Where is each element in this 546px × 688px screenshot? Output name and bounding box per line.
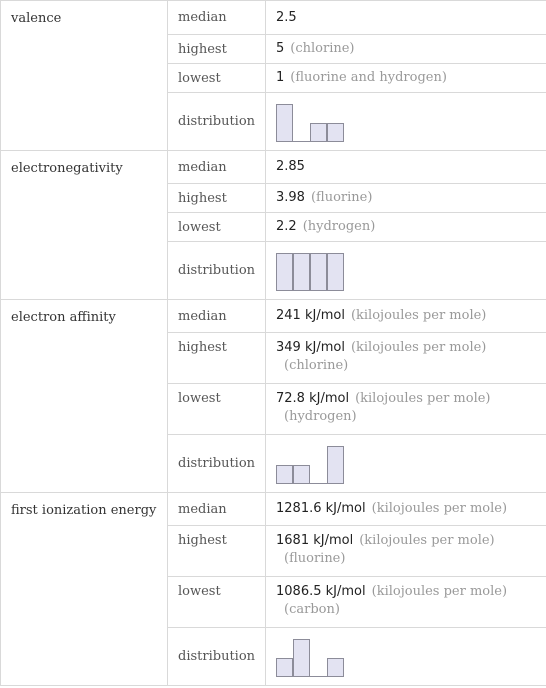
distribution-histogram	[276, 444, 346, 484]
value-unit: kJ/mol	[304, 308, 345, 323]
table-row	[1, 300, 546, 333]
value-unit: kJ/mol	[304, 340, 345, 355]
group-label-valence: valence	[1, 1, 168, 151]
value: 2.5	[276, 9, 297, 25]
value-unit: kJ/mol	[313, 533, 354, 548]
histogram-bar	[310, 253, 327, 291]
value-cell	[266, 1, 546, 35]
table-row	[1, 493, 546, 526]
value-note: (fluorine)	[310, 190, 373, 205]
value-note: (kilojoules per mole)	[350, 308, 487, 323]
value-unit: kJ/mol	[309, 391, 350, 406]
histogram-bar	[276, 104, 293, 142]
value-cell	[266, 300, 546, 333]
histogram-bar	[327, 253, 344, 291]
value-note: (kilojoules per mole)	[359, 533, 495, 548]
row-label-median: median	[168, 300, 266, 333]
value-note: (kilojoules per mole)	[350, 340, 487, 355]
value-note-element: (carbon)	[284, 602, 340, 617]
row-label-lowest: lowest	[168, 64, 266, 93]
histogram-bar	[310, 123, 327, 142]
row-label-distribution: distribution	[168, 628, 266, 686]
histogram-bar	[276, 253, 293, 291]
value: 241	[276, 308, 301, 323]
distribution-cell	[266, 628, 546, 686]
group-label-electron-affinity: electron affinity	[1, 300, 168, 493]
value: 1	[276, 70, 285, 85]
histogram-bar	[276, 658, 293, 677]
value: 72.8	[276, 391, 305, 406]
value-cell	[266, 333, 546, 384]
row-label-distribution: distribution	[168, 242, 266, 300]
value-unit: kJ/mol	[325, 584, 366, 599]
value-cell	[266, 64, 546, 93]
value: 3.98	[276, 190, 305, 205]
row-label-lowest: lowest	[168, 577, 266, 628]
table-row	[1, 151, 546, 184]
row-label-distribution: distribution	[168, 93, 266, 151]
value-note: (hydrogen)	[302, 219, 376, 234]
row-label-median: median	[168, 151, 266, 184]
value-unit: kJ/mol	[325, 501, 366, 516]
row-label-highest: highest	[168, 184, 266, 213]
distribution-cell	[266, 93, 546, 151]
distribution-cell	[266, 242, 546, 300]
value-note: (chlorine)	[290, 41, 355, 56]
value: 1281.6	[276, 501, 322, 516]
histogram-bar	[327, 658, 344, 677]
group-label-electronegativity: electronegativity	[1, 151, 168, 300]
row-label-distribution: distribution	[168, 435, 266, 493]
row-label-highest: highest	[168, 526, 266, 577]
row-label-lowest: lowest	[168, 384, 266, 435]
value-note: (kilojoules per mole)	[371, 501, 508, 516]
row-label-highest: highest	[168, 35, 266, 64]
distribution-histogram	[276, 251, 346, 291]
value-cell	[266, 526, 546, 577]
value-cell	[266, 384, 546, 435]
row-label-median: median	[168, 1, 266, 35]
value-note-element: (fluorine)	[284, 551, 346, 566]
value-note: (kilojoules per mole)	[371, 584, 508, 599]
value-cell	[266, 151, 546, 184]
value: 2.2	[276, 219, 297, 234]
histogram-bar	[327, 446, 344, 484]
histogram-bar	[276, 465, 293, 484]
row-label-lowest: lowest	[168, 213, 266, 242]
histogram-bar	[293, 639, 310, 677]
value-note-element: (hydrogen)	[284, 409, 357, 424]
value-note: (fluorine and hydrogen)	[290, 70, 447, 85]
value: 1086.5	[276, 584, 322, 599]
value-cell	[266, 213, 546, 242]
value: 2.85	[276, 159, 305, 174]
histogram-bar	[293, 253, 310, 291]
distribution-cell	[266, 435, 546, 493]
table-row	[1, 1, 546, 35]
value: 1681	[276, 533, 310, 548]
histogram-bar	[293, 465, 310, 484]
row-label-median: median	[168, 493, 266, 526]
histogram-bar	[327, 123, 344, 142]
value-cell	[266, 35, 546, 64]
value-cell	[266, 184, 546, 213]
group-label-first-ionization-energy: first ionization energy	[1, 493, 168, 686]
value: 349	[276, 340, 301, 355]
value-cell	[266, 577, 546, 628]
distribution-histogram	[276, 637, 346, 677]
value-note-element: (chlorine)	[284, 358, 349, 373]
row-label-highest: highest	[168, 333, 266, 384]
value-note: (kilojoules per mole)	[355, 391, 491, 406]
distribution-histogram	[276, 102, 346, 142]
value: 5	[276, 41, 285, 56]
value-cell	[266, 493, 546, 526]
